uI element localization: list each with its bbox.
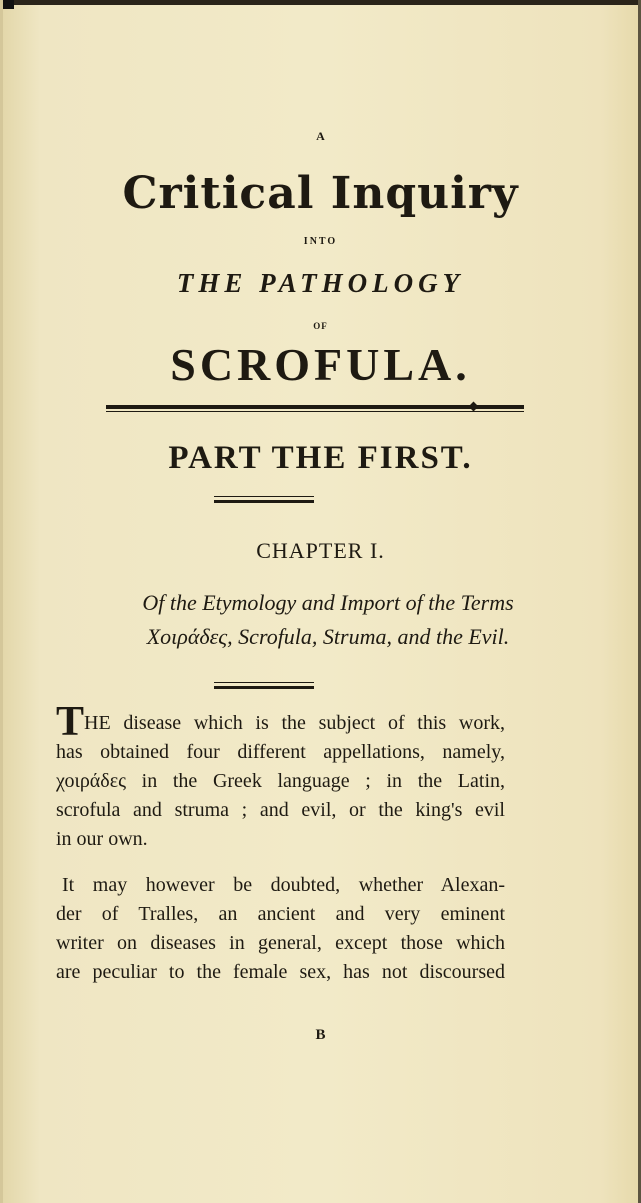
paragraph-1-line: scrofula and struma ; and evil, or the king's evil [56, 799, 505, 821]
paragraph-1-line [56, 699, 505, 745]
paragraph-2 [56, 871, 505, 987]
part-heading: PART THE FIRST. [168, 440, 473, 476]
title-the-pathology: THE PATHOLOGY [176, 268, 465, 298]
drop-cap: T [56, 699, 85, 745]
paragraph-2-line: It may however be doubted, whether Alexan- [62, 874, 505, 896]
signature-mark: B [315, 1027, 326, 1043]
title-rule-thin [106, 411, 524, 412]
paragraph-2-line: writer on diseases in general, except those which [56, 932, 505, 954]
paragraph-2-line: are peculiar to the female sex, has not discoursed [56, 961, 505, 983]
chapter-subtitle-line-2: Χοιράδες, Scrofula, Struma, and the Evil. [146, 624, 510, 649]
chapter-heading: CHAPTER I. [256, 538, 385, 563]
part-rule-thin [214, 496, 314, 497]
title-into: INTO [303, 236, 338, 247]
top-edge-shadow [0, 0, 641, 5]
chapter-rule-thin [214, 682, 314, 683]
title-of: OF [313, 321, 328, 331]
paragraph-1-line: in our own. [56, 828, 148, 850]
paragraph-1-line: has obtained four different appellations, namely, [56, 741, 505, 763]
paragraph-1-line-text: HE disease which is the subject of this work, [84, 712, 505, 734]
title-scrofula: SCROFULA. [170, 339, 471, 390]
title-rule-thick [106, 405, 524, 409]
paragraph-2-line: der of Tralles, an ancient and very eminent [56, 903, 505, 925]
rule-ornament [469, 402, 479, 412]
chapter-subtitle-line-1: Of the Etymology and Import of the Terms [142, 590, 514, 615]
part-rule [214, 500, 314, 503]
paragraph-1-line: χοιράδες in the Greek language ; in the Latin, [56, 770, 505, 792]
title-article: A [316, 129, 325, 143]
chapter-rule [214, 686, 314, 689]
title-critical-inquiry: Critical Inquiry [122, 168, 519, 219]
paragraph-1 [56, 699, 505, 854]
